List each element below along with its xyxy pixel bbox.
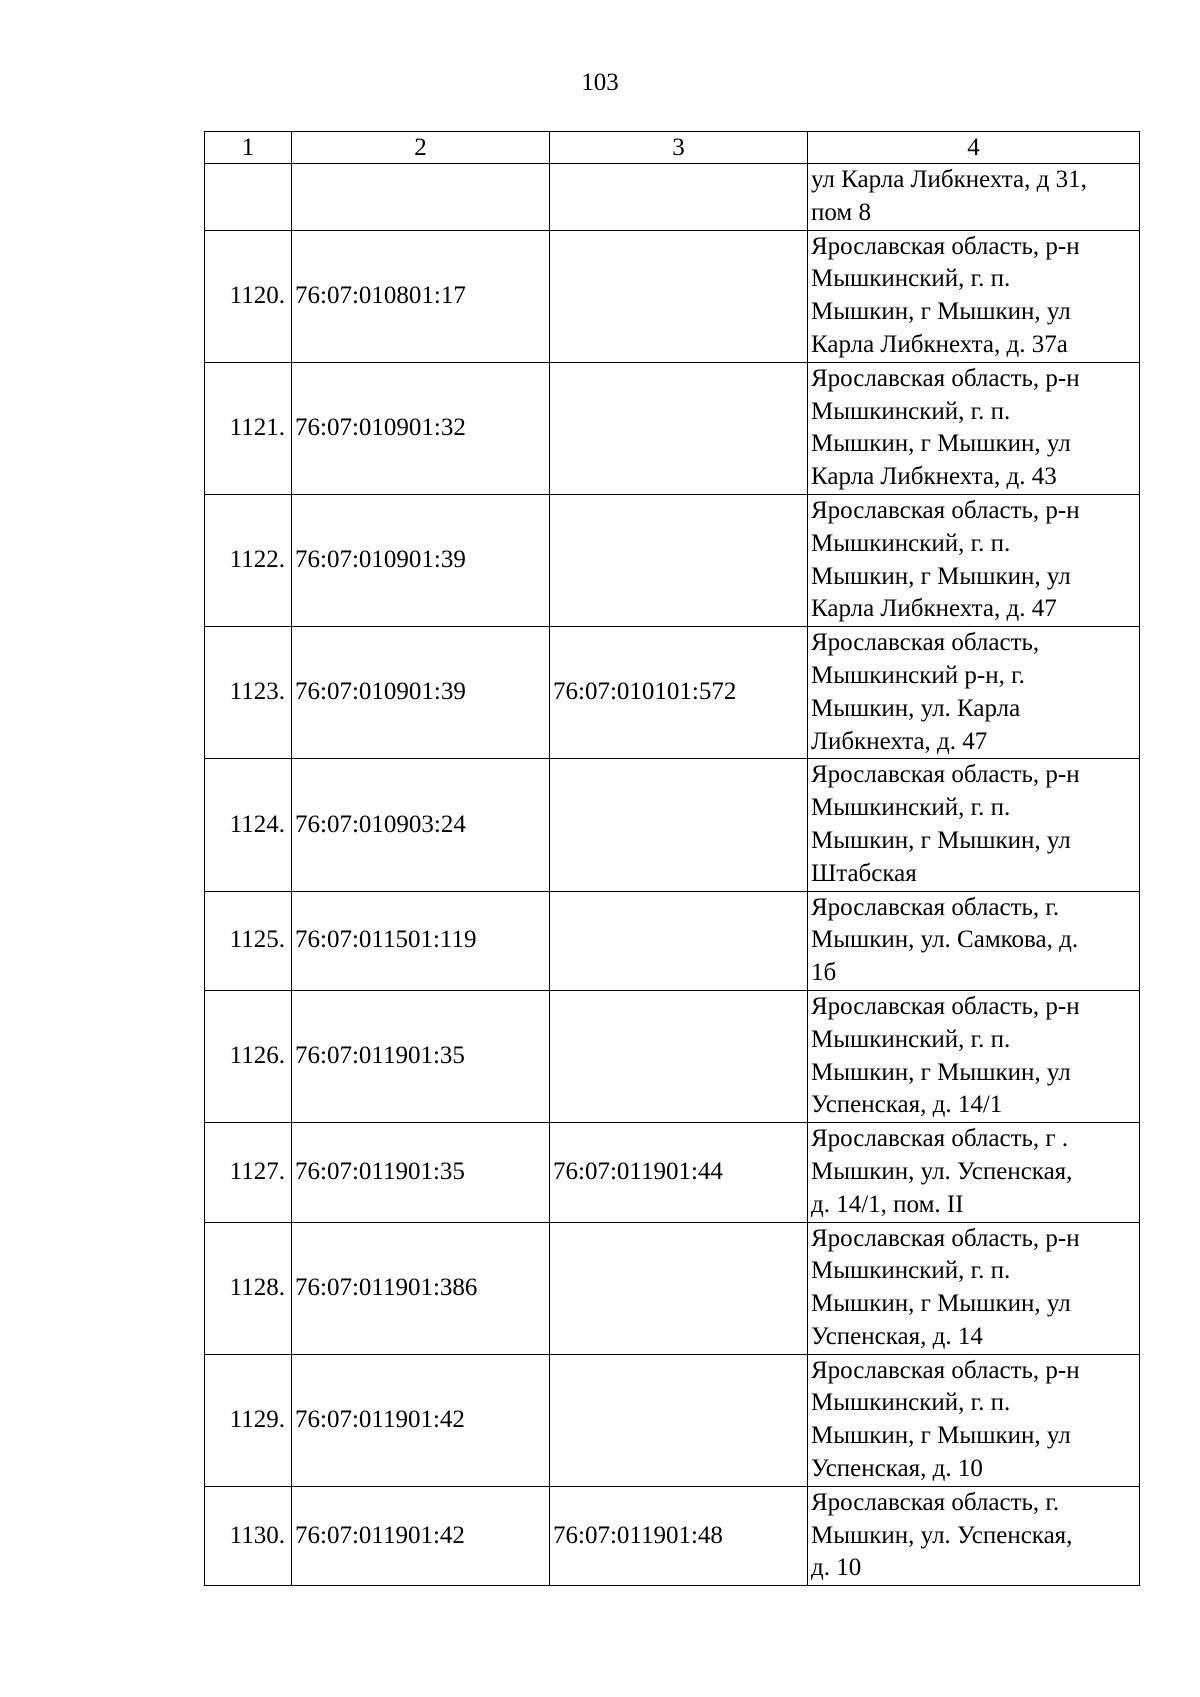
address-cell: [808, 627, 1140, 759]
row-number: 1124.: [205, 759, 292, 891]
cadastral-number: 76:07:010903:24: [292, 759, 550, 891]
row-number: 1129.: [205, 1354, 292, 1486]
address-line: д. 14/1, пом. II: [811, 1190, 964, 1218]
registry-table: [204, 131, 1140, 1586]
address-cell: [808, 759, 1140, 891]
table-body: [205, 164, 1140, 1586]
object-cadastral-number: [550, 891, 808, 990]
address-line: Мышкин, г Мышкин, ул: [811, 562, 1071, 590]
address-line: Мышкинский, г. п.: [811, 1389, 1011, 1417]
cadastral-number: 76:07:011901:35: [292, 1123, 550, 1222]
table-row: [205, 1354, 1140, 1486]
address-line: Мышкинский, г. п.: [811, 794, 1011, 822]
address-line: Мышкин, ул. Успенская,: [811, 1157, 1073, 1185]
address-line: ул Карла Либкнехта, д 31,: [811, 166, 1087, 193]
header-row: [205, 132, 1140, 164]
cadastral-number: [292, 164, 550, 231]
row-number: 1127.: [205, 1123, 292, 1222]
address-line: Мышкинский, г. п.: [811, 397, 1011, 425]
table-row: [205, 1123, 1140, 1222]
cadastral-number: 76:07:011901:35: [292, 990, 550, 1122]
address-line: Ярославская область, р-н: [811, 232, 1080, 260]
address-line: Ярославская область, р-н: [811, 364, 1080, 392]
address-line: Штабская: [811, 859, 917, 887]
table-row: [205, 494, 1140, 626]
address-line: Мышкинский, г. п.: [811, 1257, 1011, 1285]
address-line: Мышкин, ул. Самкова, д.: [811, 926, 1079, 954]
column-header-2: 2: [292, 132, 550, 164]
cadastral-number: 76:07:011901:42: [292, 1486, 550, 1585]
address-cell: [808, 891, 1140, 990]
object-cadastral-number: [550, 1354, 808, 1486]
address-line: Карла Либкнехта, д. 37а: [811, 330, 1068, 358]
address-line: Ярославская область, р-н: [811, 1224, 1080, 1252]
address-line: Ярославская область, р-н: [811, 761, 1080, 789]
row-number: 1125.: [205, 891, 292, 990]
table-row: [205, 164, 1140, 231]
address-line: Ярославская область, г.: [811, 893, 1060, 921]
row-number: 1122.: [205, 494, 292, 626]
address-cell: [808, 990, 1140, 1122]
object-cadastral-number: [550, 494, 808, 626]
address-cell: [808, 1123, 1140, 1222]
address-line: Мышкинский, г. п.: [811, 265, 1011, 293]
address-cell: [808, 1354, 1140, 1486]
column-header-1: 1: [205, 132, 292, 164]
object-cadastral-number: 76:07:011901:48: [550, 1486, 808, 1585]
row-number: 1120.: [205, 230, 292, 362]
address-cell: [808, 164, 1140, 231]
row-number: 1126.: [205, 990, 292, 1122]
column-header-3: 3: [550, 132, 808, 164]
address-line: Мышкин, ул. Успенская,: [811, 1521, 1073, 1549]
table-row: [205, 759, 1140, 891]
address-line: Ярославская область, г.: [811, 1488, 1060, 1516]
object-cadastral-number: [550, 164, 808, 231]
cadastral-number: 76:07:010901:39: [292, 627, 550, 759]
address-cell: [808, 1486, 1140, 1585]
address-line: Мышкинский, г. п.: [811, 1025, 1011, 1053]
row-number: 1128.: [205, 1222, 292, 1354]
page-number: 103: [581, 69, 619, 96]
address-line: Мышкин, г Мышкин, ул: [811, 298, 1071, 326]
table-row: [205, 627, 1140, 759]
cadastral-number: 76:07:010901:39: [292, 494, 550, 626]
address-line: Либкнехта, д. 47: [811, 727, 988, 755]
address-line: Успенская, д. 14/1: [811, 1091, 1003, 1119]
address-line: Мышкин, г Мышкин, ул: [811, 826, 1071, 854]
cadastral-number: 76:07:010801:17: [292, 230, 550, 362]
address-line: д. 10: [811, 1554, 862, 1582]
column-header-4: 4: [808, 132, 1140, 164]
table-row: [205, 230, 1140, 362]
cadastral-number: 76:07:011901:386: [292, 1222, 550, 1354]
address-line: Успенская, д. 10: [811, 1455, 983, 1483]
row-number: 1121.: [205, 362, 292, 494]
table-row: [205, 990, 1140, 1122]
address-line: Мышкинский, г. п.: [811, 529, 1011, 557]
row-number: [205, 164, 292, 231]
address-line: Ярославская область, р-н: [811, 1356, 1080, 1384]
table-row: [205, 1486, 1140, 1585]
address-line: Карла Либкнехта, д. 43: [811, 463, 1057, 491]
address-cell: [808, 230, 1140, 362]
address-cell: [808, 1222, 1140, 1354]
table-row: [205, 1222, 1140, 1354]
object-cadastral-number: [550, 362, 808, 494]
address-line: пом 8: [811, 198, 871, 226]
cadastral-number: 76:07:011901:42: [292, 1354, 550, 1486]
address-cell: [808, 494, 1140, 626]
object-cadastral-number: 76:07:010101:572: [550, 627, 808, 759]
address-line: 1б: [811, 959, 837, 987]
object-cadastral-number: 76:07:011901:44: [550, 1123, 808, 1222]
address-cell: [808, 362, 1140, 494]
address-line: Мышкинский р-н, г.: [811, 661, 1025, 689]
object-cadastral-number: [550, 1222, 808, 1354]
address-line: Ярославская область, р-н: [811, 992, 1080, 1020]
row-number: 1130.: [205, 1486, 292, 1585]
row-number: 1123.: [205, 627, 292, 759]
cadastral-number: 76:07:011501:119: [292, 891, 550, 990]
address-line: Мышкин, г Мышкин, ул: [811, 1422, 1071, 1450]
address-line: Карла Либкнехта, д. 47: [811, 595, 1057, 623]
object-cadastral-number: [550, 990, 808, 1122]
address-line: Мышкин, г Мышкин, ул: [811, 430, 1071, 458]
address-line: Мышкин, ул. Карла: [811, 694, 1021, 722]
table-row: [205, 891, 1140, 990]
address-line: Ярославская область,: [811, 629, 1040, 657]
address-line: Ярославская область, р-н: [811, 496, 1080, 524]
object-cadastral-number: [550, 759, 808, 891]
address-line: Успенская, д. 14: [811, 1322, 983, 1350]
address-line: Ярославская область, г .: [811, 1125, 1069, 1153]
address-line: Мышкин, г Мышкин, ул: [811, 1290, 1071, 1318]
object-cadastral-number: [550, 230, 808, 362]
cadastral-number: 76:07:010901:32: [292, 362, 550, 494]
address-line: Мышкин, г Мышкин, ул: [811, 1058, 1071, 1086]
table-row: [205, 362, 1140, 494]
